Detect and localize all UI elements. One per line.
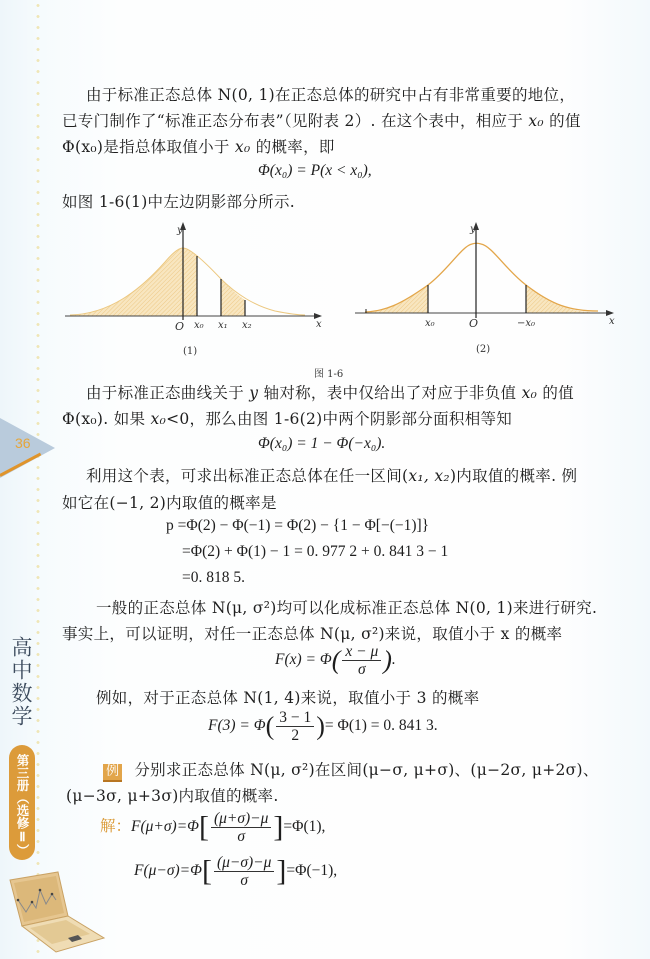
text-line: 一般的正态总体 N(μ, σ²)均可以化成标准正态总体 N(0, 1)来进行研究. xyxy=(96,599,598,617)
tick-label: x₂ xyxy=(242,320,252,331)
normal-curve-figure-2 xyxy=(350,218,625,328)
margin-dot-rule xyxy=(36,0,40,959)
origin-label: O xyxy=(469,317,479,330)
formula-line: p =Φ(2) − Φ(−1) = Φ(2) − {1 − Φ[−(−1)]} xyxy=(166,517,430,534)
solution-label: 解： xyxy=(100,818,132,836)
axis-label-y: y xyxy=(470,224,476,235)
formula-line: =Φ(2) + Φ(1) − 1 = 0. 977 2 + 0. 841 3 − 1 xyxy=(182,543,449,560)
text-line: 事实上，可以证明，对任一正态总体 N(μ, σ²)来说，取值小于 x 的概率 xyxy=(62,625,563,643)
book-title: 高中数学 xyxy=(9,636,33,728)
text-line: 由于标准正态曲线关于 y 轴对称，表中仅给出了对应于非负值 x₀ 的值 xyxy=(86,384,574,402)
normal-curve-figure-1 xyxy=(55,218,340,328)
solution-line-2: F(μ−σ)=Φ[ $\frac{(\mu-\sigma)-\mu}{\sigma}$ ]=Φ(−1), xyxy=(134,854,338,889)
formula-line: =0. 818 5. xyxy=(182,569,245,586)
subfigure-label: (1) xyxy=(183,346,198,357)
example-badge: 例 xyxy=(103,764,122,782)
laptop-illustration-icon xyxy=(6,868,106,953)
formula-symmetry: Φ(x₀) = 1 − Φ(−x₀). xyxy=(258,435,386,452)
axis-label-y: y xyxy=(177,225,183,236)
formula-example-value: F(3) = Φ( $\frac{3 - 1}{2}$ )= Φ(1) = 0. 841 3. xyxy=(208,709,438,744)
tick-label: x₀ xyxy=(194,320,204,331)
example-line: 例 分别求正态总体 N(μ, σ²)在区间(μ−σ, μ+σ)、(μ−2σ, μ+2σ)、 xyxy=(103,758,599,782)
page-number: 36 xyxy=(15,435,31,451)
text-line: Φ(x₀). 如果 x₀<0，那么由图 1-6(2)中两个阴影部分面积相等知 xyxy=(62,410,513,428)
text-line: Φ(x₀)是指总体取值小于 x₀ 的概率，即 xyxy=(62,138,335,156)
text-line: 如它在(−1, 2)内取值的概率是 xyxy=(62,494,277,512)
tick-label: x₁ xyxy=(218,320,228,331)
subfigure-label: (2) xyxy=(476,344,491,355)
figure-caption: 图 1-6 xyxy=(314,369,344,380)
text-line: 例如，对于正态总体 N(1, 4)来说，取值小于 3 的概率 xyxy=(96,689,480,707)
origin-label: O xyxy=(175,320,185,333)
axis-label-x: x xyxy=(609,316,615,327)
text-line: (μ−3σ, μ+3σ)内取值的概率. xyxy=(66,787,279,805)
formula-phi-definition: Φ(x₀) = P(x < x₀), xyxy=(258,162,372,179)
tick-label: −x₀ xyxy=(517,318,536,329)
axis-label-x: x xyxy=(316,319,322,330)
text-line: 如图 1-6(1)中左边阴影部分所示. xyxy=(62,193,295,211)
volume-badge: 第三册（选修Ⅱ） xyxy=(9,745,35,860)
text-line: 利用这个表，可求出标准正态总体在任一区间(x₁, x₂)内取值的概率. 例 xyxy=(86,467,578,485)
formula-standardization: F(x) = Φ( $\frac{x - \mu}{\sigma}$ ). xyxy=(275,643,396,678)
solution-line-1: 解：F(μ+σ)=Φ[ $\frac{(\mu+\sigma)-\mu}{\sigma}$ ]=Φ(1), xyxy=(100,810,326,845)
text-line: 已专门制作了“标准正态分布表”（见附表 2）. 在这个表中，相应于 x₀ 的值 xyxy=(62,112,581,130)
tick-label: x₀ xyxy=(425,318,435,329)
text-line: 由于标准正态总体 N(0, 1)在正态总体的研究中占有非常重要的地位， xyxy=(86,86,576,104)
